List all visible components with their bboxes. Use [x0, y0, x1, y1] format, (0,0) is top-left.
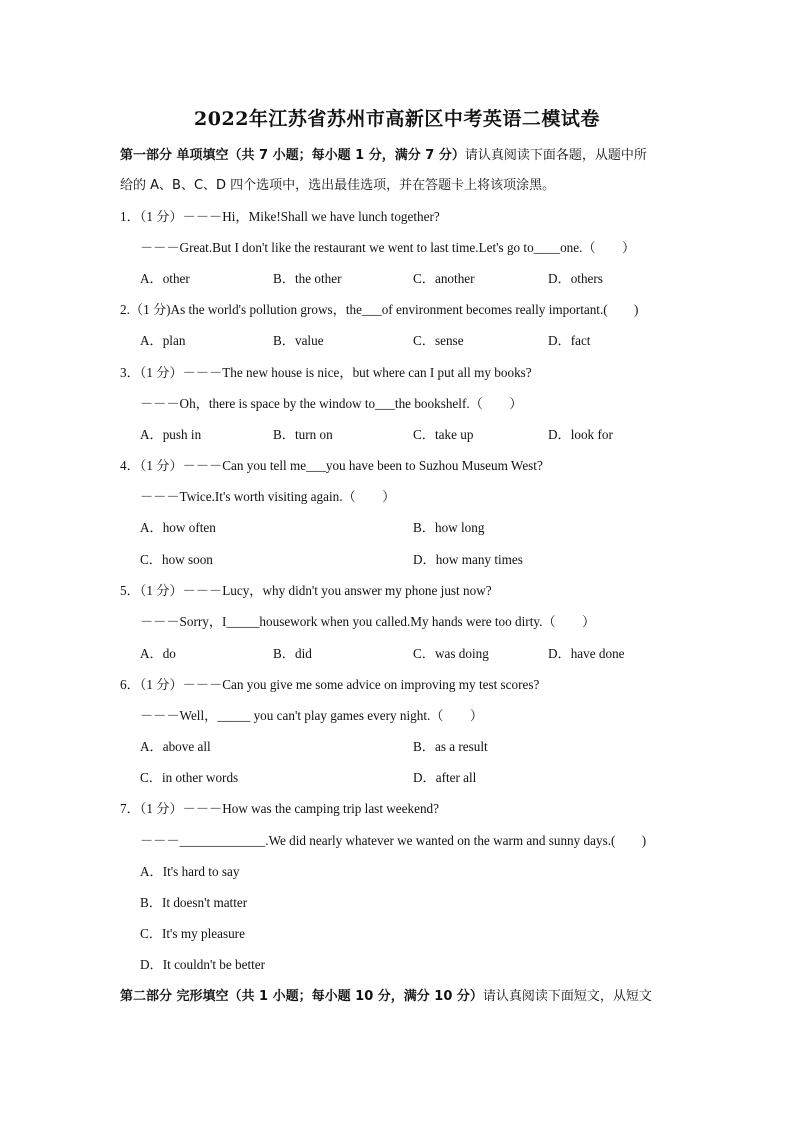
question-1-reply: －－－Great.But I don't like the restaurant we went to last time.Let's go to____one.（ ）: [140, 240, 636, 255]
question-3-reply: －－－Oh，there is space by the window to___the bookshelf.（ ）: [140, 396, 523, 411]
section1-bold-text: 第一部分 单项填空（共 7 小题；每小题 1 分，满分 7 分）: [120, 148, 465, 163]
question-1-option-d[interactable]: D．others: [548, 271, 603, 286]
question-5-option-a[interactable]: A．do: [140, 646, 176, 661]
question-7-option-d[interactable]: D．It couldn't be better: [140, 957, 266, 972]
question-2-stem: 2.（1 分)As the world's pollution grows，the___of environment becomes really important.( ): [120, 302, 639, 317]
question-1-option-c[interactable]: C．another: [413, 271, 475, 286]
question-6-option-b[interactable]: B．as a result: [413, 739, 488, 754]
question-2-option-b[interactable]: B．value: [273, 333, 324, 348]
section2-instructions: 请认真阅读下面短文，从短文: [482, 989, 652, 1004]
section2-bold-text: 第二部分 完形填空（共 1 小题；每小题 10 分，满分 10 分）: [120, 989, 483, 1004]
question-4-option-d[interactable]: D．how many times: [413, 552, 523, 567]
question-2-option-a[interactable]: A．plan: [140, 333, 186, 348]
question-3-option-c[interactable]: C．take up: [413, 427, 474, 442]
question-3-stem: 3．（1 分）－－－The new house is nice，but where can I put all my books?: [120, 365, 532, 380]
question-5-option-d[interactable]: D．have done: [548, 646, 625, 661]
question-5-stem: 5．（1 分）－－－Lucy，why didn't you answer my phone just now?: [120, 583, 492, 598]
question-1-option-b[interactable]: B．the other: [273, 271, 342, 286]
section1-instructions: 请认真阅读下面各题，从题中所: [464, 148, 647, 163]
section2-header: [120, 988, 652, 1006]
question-7-reply: －－－_____________.We did nearly whatever we wanted on the warm and sunny days.( ): [140, 833, 647, 848]
question-6-reply: －－－Well，_____ you can't play games every night.（ ）: [140, 708, 484, 723]
question-6-option-d[interactable]: D．after all: [413, 770, 477, 785]
question-1-option-a[interactable]: A．other: [140, 271, 190, 286]
question-2-option-d[interactable]: D．fact: [548, 333, 591, 348]
question-6-stem: 6．（1 分）－－－Can you give me some advice on improving my test scores?: [120, 677, 540, 692]
question-4-option-a[interactable]: A．how often: [140, 520, 216, 535]
section1-header: [120, 147, 647, 165]
question-7-option-b[interactable]: B．It doesn't matter: [140, 895, 248, 910]
question-4-option-c[interactable]: C．how soon: [140, 552, 213, 567]
question-4-reply: －－－Twice.It's worth visiting again.（ ）: [140, 489, 396, 504]
question-4-stem: 4．（1 分）－－－Can you tell me___you have been to Suzhou Museum West?: [120, 458, 543, 473]
question-7-option-c[interactable]: C．It's my pleasure: [140, 926, 245, 941]
question-4-option-b[interactable]: B．how long: [413, 520, 485, 535]
question-1-stem: 1．（1 分）－－－Hi，Mike!Shall we have lunch together?: [120, 209, 440, 224]
question-6-option-c[interactable]: C．in other words: [140, 770, 239, 785]
page-title: 2022年江苏省苏州市高新区中考英语二模试卷: [194, 108, 600, 130]
question-3-option-a[interactable]: A．push in: [140, 427, 202, 442]
question-7-stem: 7．（1 分）－－－How was the camping trip last weekend?: [120, 801, 439, 816]
question-5-option-b[interactable]: B．did: [273, 646, 312, 661]
question-2-option-c[interactable]: C．sense: [413, 333, 464, 348]
section1-instructions-cont: 给的 A、B、C、D 四个选项中，选出最佳选项，并在答题卡上将该项涂黑。: [120, 178, 556, 193]
question-5-option-c[interactable]: C．was doing: [413, 646, 489, 661]
question-7-option-a[interactable]: A．It's hard to say: [140, 864, 240, 879]
question-5-reply: －－－Sorry，I_____housework when you called.My hands were too dirty.（ ）: [140, 614, 596, 629]
question-3-option-b[interactable]: B．turn on: [273, 427, 333, 442]
question-3-option-d[interactable]: D．look for: [548, 427, 613, 442]
question-6-option-a[interactable]: A．above all: [140, 739, 211, 754]
